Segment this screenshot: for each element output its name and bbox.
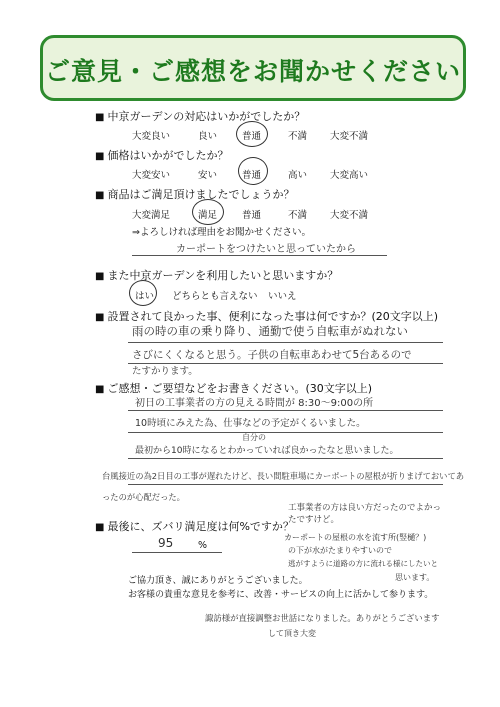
question-7: [95, 518, 294, 534]
option-selected[interactable]: はい: [135, 291, 155, 302]
option-selected[interactable]: 普通: [242, 170, 262, 181]
question-5: [95, 308, 438, 324]
q6-answer-line-2: 10時頃にみえた為、仕事などの予定がくるいました。: [135, 418, 366, 429]
footer-note: お客様の貴重な意見を参考に、改善・サービスの向上に活かして参ります。: [128, 590, 434, 600]
option[interactable]: 不満: [288, 210, 308, 221]
satisfaction-unit: %: [198, 540, 208, 551]
bottom-comment-line-1: 諏訪様が直接調整お世話になりました。ありがとうございます: [205, 613, 440, 623]
option[interactable]: 大変不満: [330, 131, 369, 142]
question-4: [95, 267, 338, 283]
question-1-text: 中京ガーデンの対応はいかがでしたか？: [107, 110, 306, 123]
option[interactable]: 大変満足: [132, 210, 171, 221]
selection-circle: [238, 157, 268, 185]
question-4-text: また中京ガーデンを利用したいと思いますか？: [107, 269, 339, 282]
question-mark: ■: [95, 522, 105, 533]
question-2-text: 価格はいかがでしたか？: [107, 149, 229, 162]
side-comment-line-1: カーポートの屋根の水を流す所(竪樋？): [284, 533, 427, 542]
q6-answer-line-4: 台風接近の為2日目の工事が遅れたけど、長い間駐車場にカーポートの屋根が折りまげておいてあったのが心配だった。: [102, 471, 465, 502]
page-title: ご意見・ご感想をお聞かせください: [44, 57, 461, 86]
answer-line: [128, 410, 443, 411]
question-mark: ■: [95, 190, 105, 201]
reason-prompt: ⇒よろしければ理由をお聞かせください。: [132, 227, 311, 238]
option-selected[interactable]: 普通: [242, 131, 262, 142]
selection-circle: [236, 121, 268, 147]
option-selected[interactable]: 満足: [198, 210, 218, 221]
q5-answer-line-1: 雨の時の車の乗り降り、通勤で使う自転車がぬれない: [132, 324, 408, 338]
option[interactable]: 大変高い: [330, 170, 369, 181]
side-comment-line-4: 思います。: [395, 573, 435, 582]
option[interactable]: どちらとも言えない: [172, 291, 258, 302]
option[interactable]: 不満: [288, 131, 308, 142]
question-3: [95, 186, 294, 202]
question-5-text: 設置されて良かった事、便利になった事は何ですか？(20文字以上): [107, 310, 439, 323]
q6-side-note: 工事業者の方は良い方だったのでよかったですけど。: [288, 503, 442, 525]
option[interactable]: 大変良い: [132, 131, 171, 142]
option[interactable]: いいえ: [268, 291, 297, 302]
answer-line: [132, 255, 387, 256]
question-2: [95, 147, 228, 163]
q5-answer-line-3: たすかります。: [132, 366, 198, 377]
q5-answer-line-2: さびにくくなると思う。子供の自転車あわせて5台あるので: [132, 349, 412, 361]
reason-answer: カーポートをつけたいと思っていたから: [176, 244, 356, 255]
answer-line: [128, 458, 443, 459]
q6-note-above: 自分の: [242, 433, 266, 442]
question-7-text: 最後に、ズバリ満足度は何%ですか？: [107, 520, 294, 533]
option[interactable]: 普通: [242, 210, 262, 221]
option[interactable]: 大変不満: [330, 210, 369, 221]
selection-circle: [129, 280, 157, 306]
question-mark: ■: [95, 151, 105, 162]
satisfaction-value: 95: [158, 536, 174, 550]
question-mark: ■: [95, 384, 105, 395]
footer-thanks: ご協力頂き、誠にありがとうございました。: [128, 576, 308, 586]
question-mark: ■: [95, 112, 105, 123]
q6-answer-line-1: 初日の工事業者の方の見える時間が 8:30〜9:00の所: [135, 398, 374, 409]
side-comment-line-2: の下が水がたまりやすいので: [288, 546, 392, 555]
option[interactable]: 高い: [288, 170, 308, 181]
question-6-text: ご感想・ご要望などをお書きください。(30文字以上): [107, 382, 373, 395]
bottom-comment-line-2: して頂き大変: [268, 629, 316, 638]
question-3-text: 商品はご満足頂けましたでしょうか？: [107, 188, 295, 201]
question-mark: ■: [95, 271, 105, 282]
answer-line: [128, 432, 443, 433]
answer-line: [128, 342, 443, 343]
option[interactable]: 大変安い: [132, 170, 171, 181]
title-banner: [40, 35, 466, 101]
question-mark: ■: [95, 312, 105, 323]
answer-line: [132, 552, 222, 553]
question-1: [95, 108, 305, 124]
q6-answer-line-3: 最初から10時になるとわかっていれば良かったなと思いました。: [135, 446, 399, 456]
side-comment-line-3: 逃がすように道路の方に流れる様にしたいと: [288, 559, 438, 568]
option[interactable]: 良い: [198, 131, 218, 142]
selection-circle: [192, 199, 224, 225]
option[interactable]: 安い: [198, 170, 218, 181]
answer-line: [128, 484, 443, 485]
